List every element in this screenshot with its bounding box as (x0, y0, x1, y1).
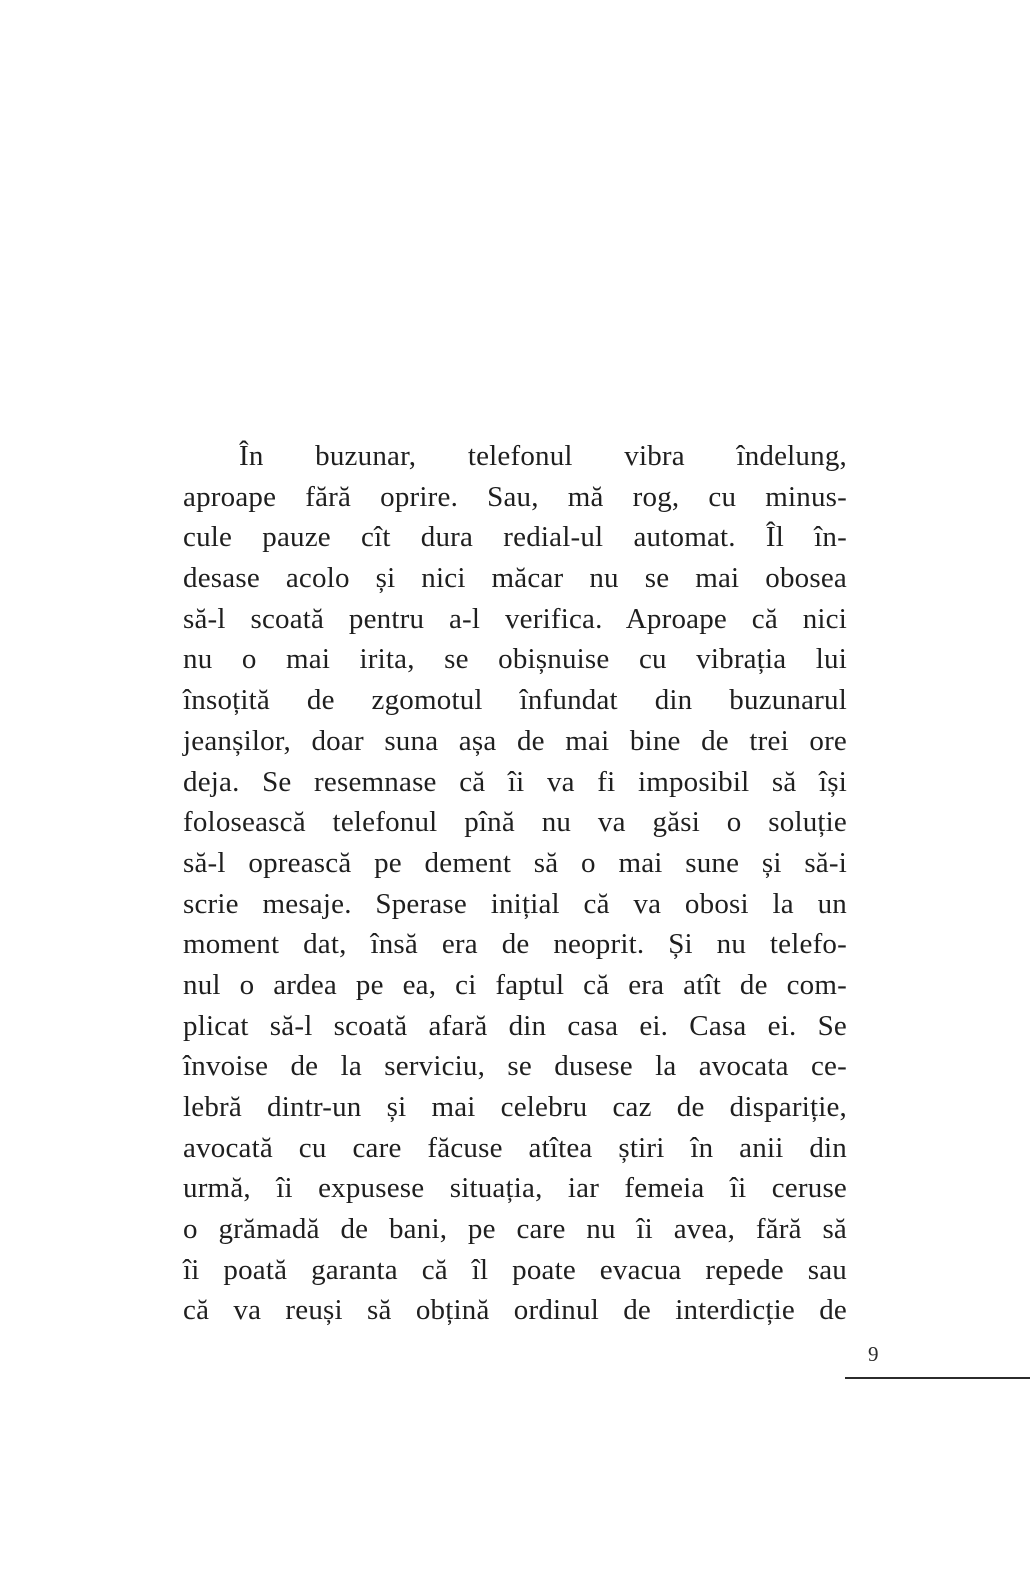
text-line: aproape fără oprire. Sau, mă rog, cu minus- (183, 480, 847, 513)
text-line: că va reuși să obțină ordinul de interdicție de (183, 1294, 847, 1327)
text-line: să-l scoată pentru a-l verifica. Aproape că nici (183, 602, 847, 635)
text-line: jeanșilor, doar suna așa de mai bine de trei ore (183, 724, 847, 757)
text-line: desase acolo și nici măcar nu se mai obosea (183, 562, 847, 595)
text-line: învoise de la serviciu, se dusese la avocata ce- (183, 1050, 847, 1083)
footer-rule (845, 1377, 1030, 1379)
text-line: deja. Se resemnase că îi va fi imposibil să își (183, 765, 847, 798)
text-line: cule pauze cît dura redial-ul automat. Îl în- (183, 521, 847, 554)
text-line: folosească telefonul pînă nu va găsi o soluție (183, 806, 847, 839)
page-number: 9 (868, 1342, 879, 1366)
paragraph (183, 436, 847, 1331)
text-line: plicat să-l scoată afară din casa ei. Casa ei. Se (183, 1009, 847, 1042)
text-line: nul o ardea pe ea, ci faptul că era atît de com- (183, 968, 847, 1001)
text-line: scrie mesaje. Sperase inițial că va obosi la un (183, 887, 847, 920)
text-line: În buzunar, telefonul vibra îndelung, (239, 440, 847, 472)
text-line: o grămadă de bani, pe care nu îi avea, fără să (183, 1213, 847, 1246)
text-line: nu o mai irita, se obișnuise cu vibrația lui (183, 643, 847, 676)
text-line: să-l oprească pe dement să o mai sune și să-i (183, 846, 847, 879)
text-line: însoțită de zgomotul înfundat din buzunarul (183, 684, 847, 717)
text-line: urmă, îi expusese situația, iar femeia îi ceruse (183, 1172, 847, 1205)
text-line: avocată cu care făcuse atîtea știri în anii din (183, 1131, 847, 1164)
text-line: îi poată garanta că îl poate evacua repede sau (183, 1253, 847, 1286)
text-line: lebră dintr-un și mai celebru caz de dispariție, (183, 1091, 847, 1123)
text-line: moment dat, însă era de neoprit. Și nu telefo- (183, 928, 847, 961)
